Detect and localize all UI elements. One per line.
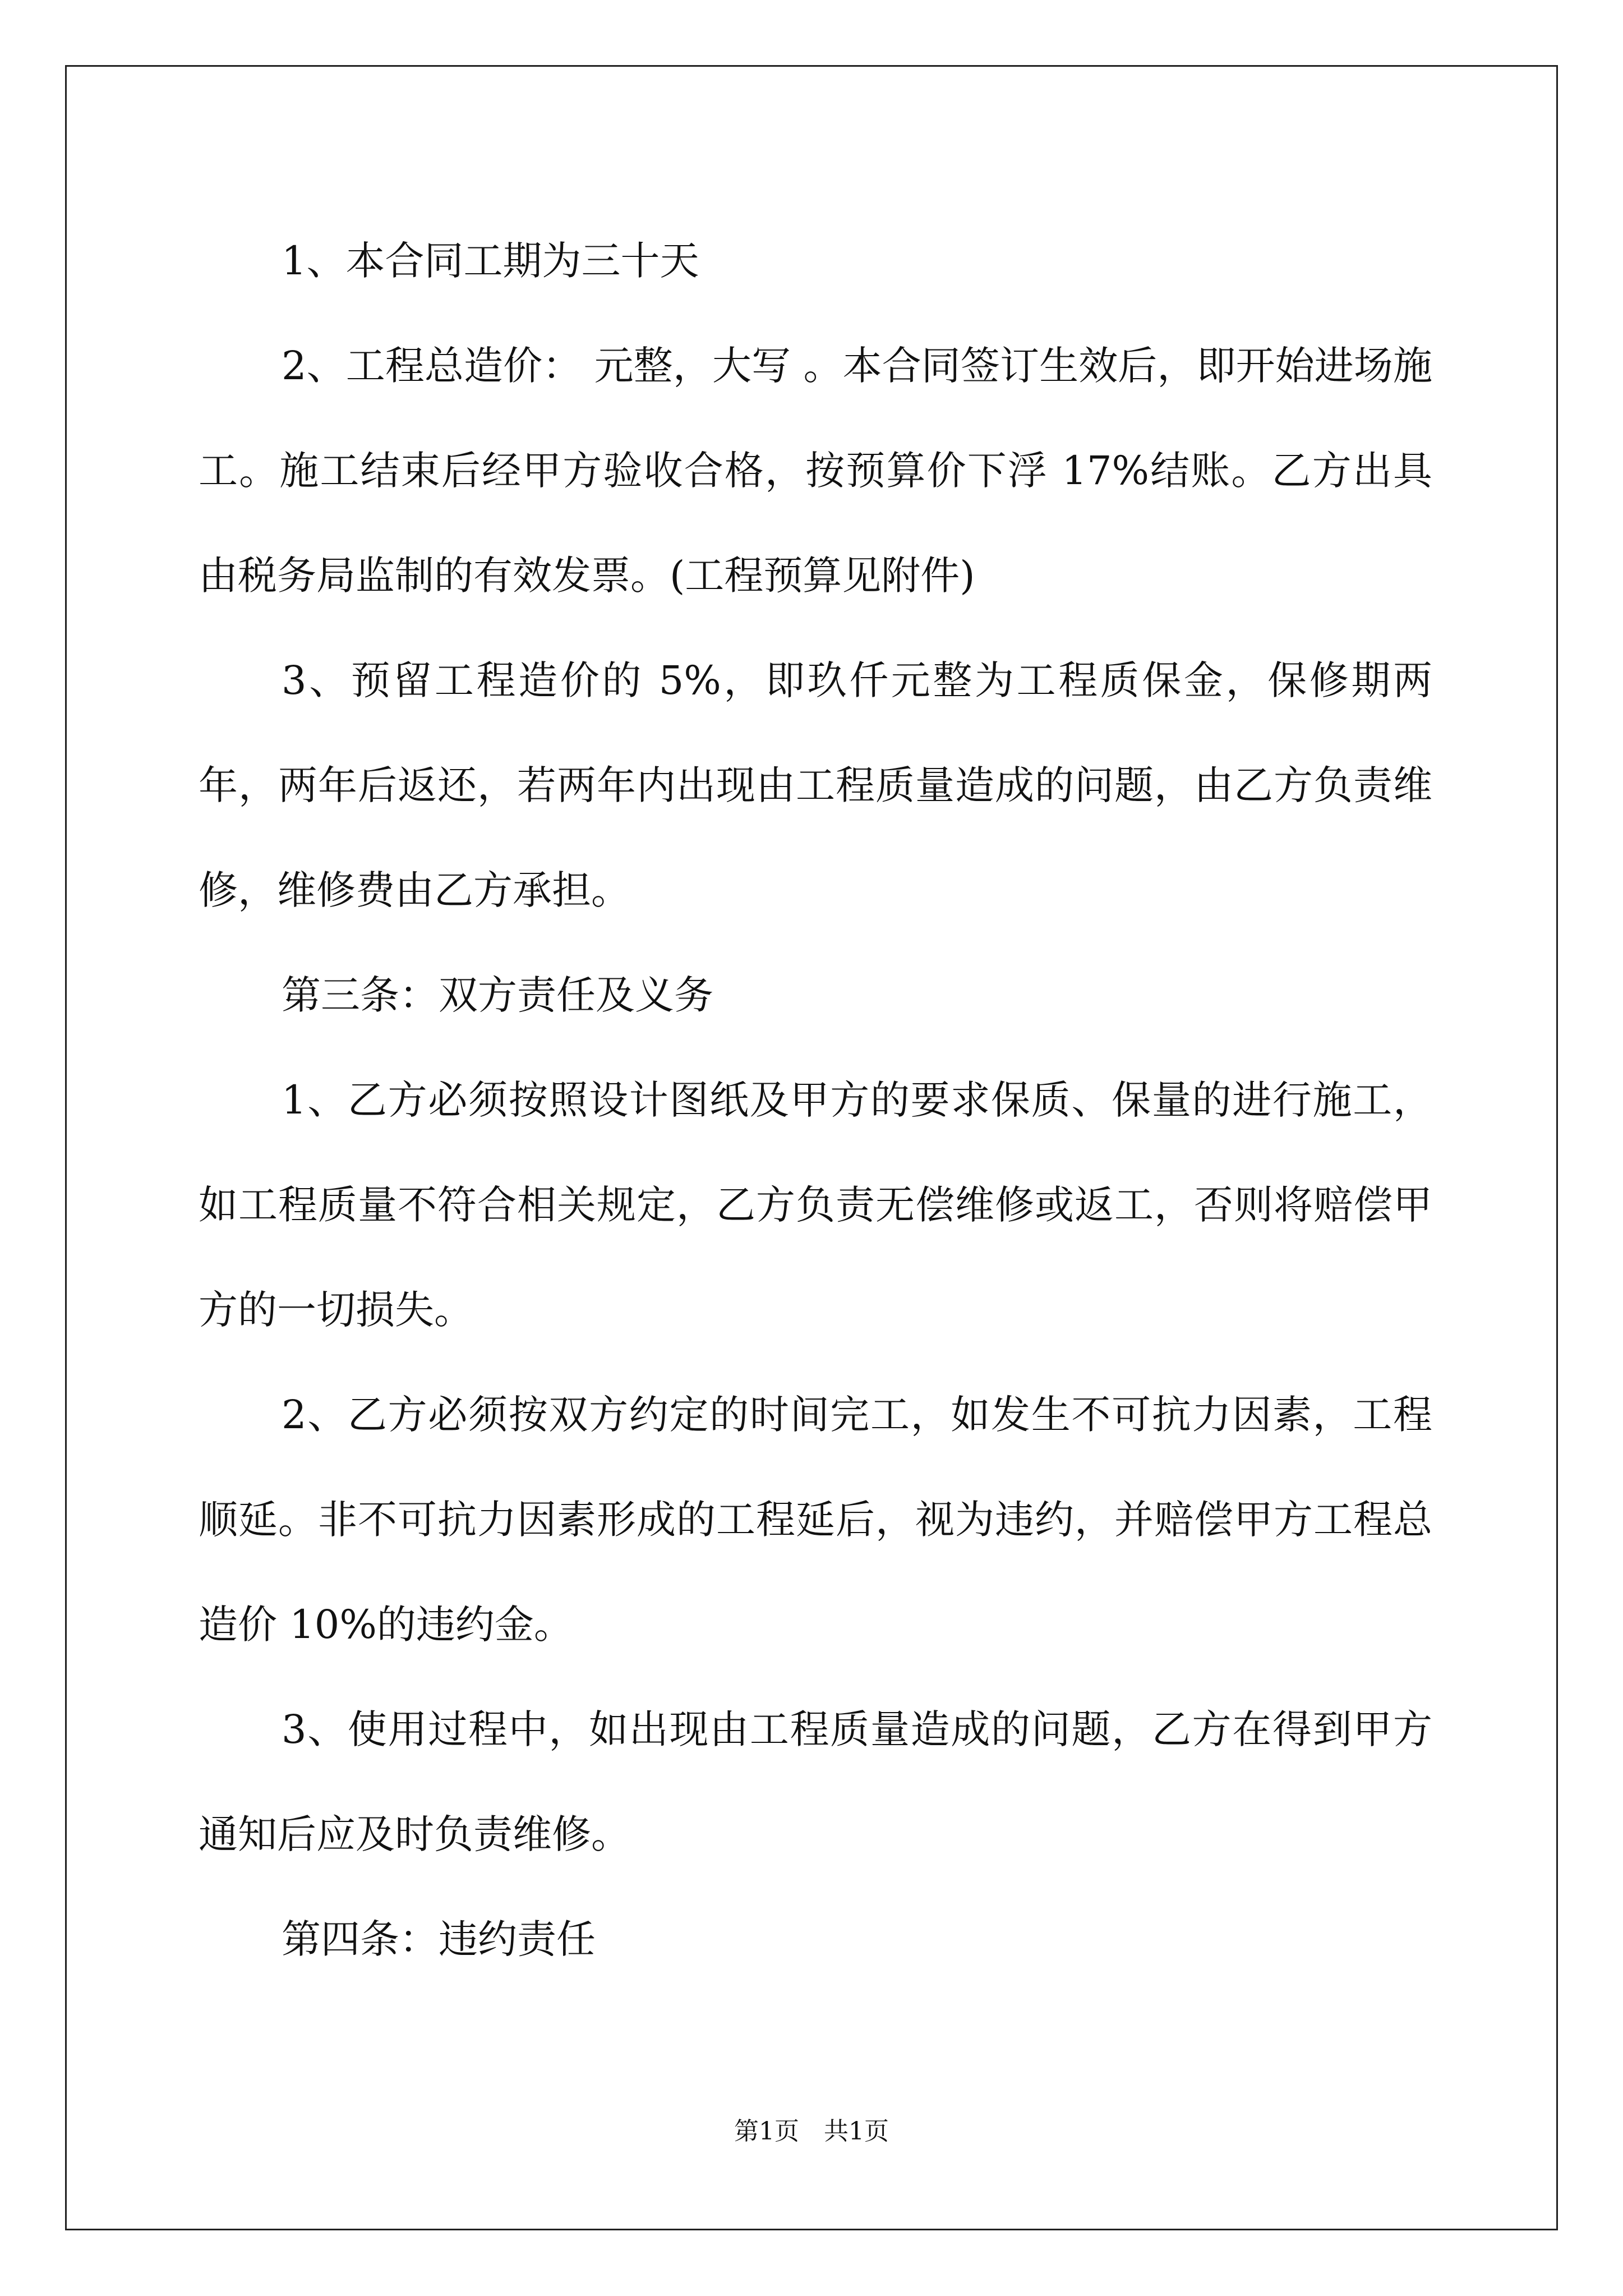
clause-retention: 3、预留工程造价的 5%，即玖仟元整为工程质保金，保修期两年，两年后返还，若两年内出现由工程质量造成的问题，由乙方负责维修，维修费由乙方承担。 [199, 657, 1432, 913]
clause-schedule: 2、乙方必须按双方约定的时间完工，如发生不可抗力因素，工程顺延。非不可抗力因素形成的工程延后，视为违约，并赔偿甲方工程总造价 10%的违约金。 [199, 1392, 1432, 1648]
page-number-total: 共1页 [824, 2117, 889, 2146]
page-number-current: 第1页 [734, 2117, 799, 2146]
page-footer [0, 2115, 1623, 2148]
clause-total-price: 2、工程总造价： 元整，大写 。本合同签订生效后，即开始进场施工。施工结束后经甲方验收合格，按预算价下浮 17%结账。乙方出具由税务局监制的有效发票。(工程预算见附件) [199, 343, 1432, 599]
clause-quality: 1、乙方必须按照设计图纸及甲方的要求保质、保量的进行施工，如工程质量不符合相关规定，乙方负责无偿维修或返工，否则将赔偿甲方的一切损失。 [199, 1077, 1432, 1333]
section-heading-breach: 第四条：违约责任 [282, 1916, 596, 1962]
clause-duration: 1、本合同工期为三十天 [282, 238, 699, 284]
document-body [199, 209, 1432, 1992]
section-heading-responsibilities: 第三条：双方责任及义务 [282, 972, 713, 1018]
clause-maintenance: 3、使用过程中，如出现由工程质量造成的问题，乙方在得到甲方通知后应及时负责维修。 [199, 1706, 1432, 1857]
